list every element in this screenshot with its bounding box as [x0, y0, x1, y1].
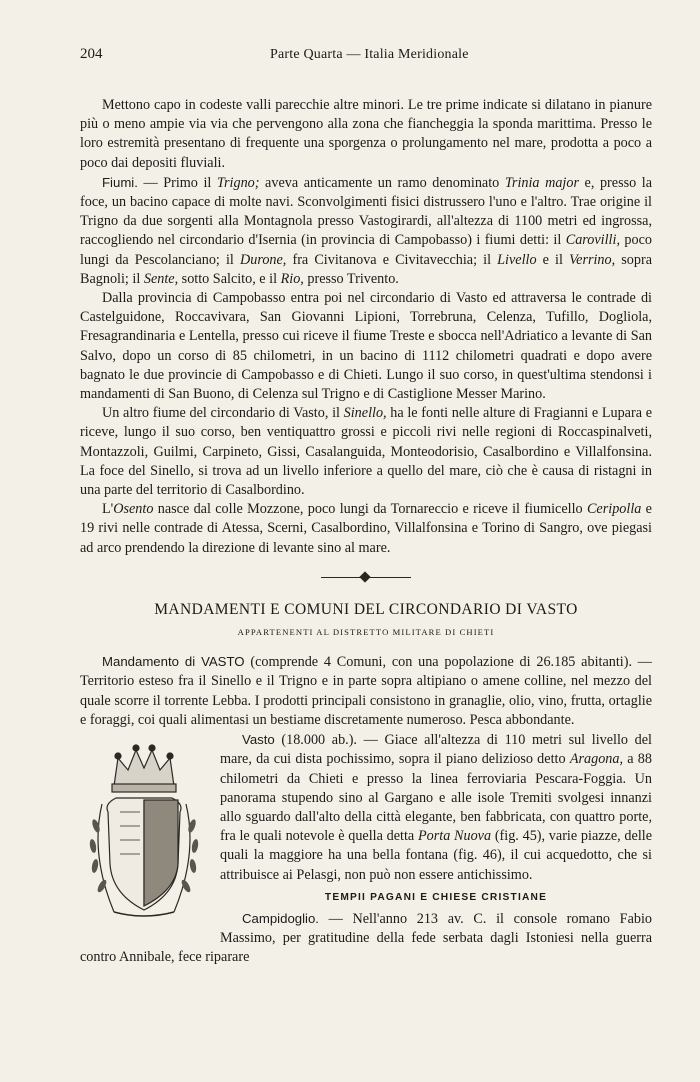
page-header	[80, 46, 652, 66]
section-title: MANDAMENTI E COMUNI DEL CIRCONDARIO DI VASTO	[154, 600, 578, 618]
paragraph-trigno-course: Dalla provincia di Campobasso entra poi nel circondario di Vasto ed attraversa le contrade di Castelguidone, Roccavivara, San Giovanni Lipioni, Torrebruna, Celenza, Tufillo, Dogliola, Fresagrandinaria e Lentella, presso cui riceve il fiume Treste e sbocca nell'Adriatico a levante di San Salvo, dopo un corso di 85 chilometri, in un bacino di 1112 chilometri quadrati e dopo avere bagnato le due provincie di Campobasso e di Chieti. Lungo il suo corso, in quest'ultima stendonsi i mandamenti di San Buono, di Celenza sul Trigno e di Castiglione Messer Marino.	[80, 290, 652, 403]
lead-fiumi: Fiumi.	[102, 174, 138, 190]
page-number: 204	[80, 46, 103, 62]
lead-campidoglio: Campidoglio.	[242, 910, 319, 926]
subheading-temples: TEMPII PAGANI E CHIESE CRISTIANE	[324, 891, 548, 903]
running-title: Parte Quarta — Italia Meridionale	[270, 47, 469, 62]
lead-vasto: Vasto	[242, 732, 275, 748]
paragraph-vasto: Vasto (18.000 ab.). — Giace all'altezza di 110 metri sul livello del mare, da cui dista pochissimo, sopra il piano delizioso detto Aragona, a 88 chilometri da Chieti e presso la linea ferroviaria Pescara-Foggia. Un panorama stupendo sino al Gargano e alle isole Tremiti svolgesi innanzi allo sguardo dall'alto della città elegante, ben fabbricata, con quattro porte, fra le quali notevole è quella detta Porta Nuova (fig. 45), varie piazze, delle quali la maggiore ha una bella fontana (fig. 46), il cui acquedotto, che si attribuisce ai Pelasgi, non può non essere antichissimo.	[220, 732, 652, 883]
vasto-coat-of-arms-image	[80, 734, 208, 932]
paragraph-campidoglio: Campidoglio. — Nell'anno 213 av. C. il console romano Fabio Massimo, per gratitudine della fede serbata dagli Istoniesi nella guerra contro Annibale, fece riparare	[80, 910, 652, 966]
lead-mandamento: Mandamento di VASTO	[102, 654, 245, 670]
coat-of-arms-illustration	[80, 734, 208, 924]
paragraph-valleys: Mettono capo in codeste valli parecchie altre minori. Le tre prime indicate si dilatano in pianure più o meno ampie via via che pervengono alla zona che fiancheggia la sponda marittima. Presso le loro estremità presentano di frequente una sporgenza o prolungamento nel mare, prodotta a poco a poco dai depositi fluviali.	[80, 97, 652, 171]
ornamental-divider	[321, 572, 411, 582]
text-body	[80, 96, 652, 968]
paragraph-osento: L'Osento nasce dal colle Mozzone, poco lungi da Tornareccio e riceve il fiumicello Ceripolla e 19 rivi nelle contrade di Atessa, Scerni, Casalbordino, Villalfonsina e Torino di Sangro, ove piegasi ad arco prendendo la direzione di levante sino al mare.	[80, 501, 652, 556]
paragraph-fiumi: Fiumi. — Primo il Trigno; aveva anticamente un ramo denominato Trinia major e, presso la foce, un bacino capace di molte navi. Sconvolgimenti fisici distrussero l'uno e l'altro. Trae origine il Trigno da due sorgenti alla Montagnola presso Vastogirardi, all'altezza di 1100 metri ed ingrossa, raccogliendo nel circondario d'Isernia (in provincia di Campobasso) i fiumi detti: il Carovilli, poco lungi da Pescolanciano; il Durone, fra Civitanova e Civitavecchia; il Livello e il Verrino, sopra Bagnoli; il Sente, sotto Salcito, e il Rio, presso Trivento.	[80, 174, 653, 287]
paragraph-mandamento: Mandamento di VASTO (comprende 4 Comuni, con una popolazione di 26.185 abitanti). — Territorio esteso fra il Sinello e il Trigno e in parte sopra altipiano o amene colline, nel mezzo del quale scorre il torrente Lebba. I prodotti principali consistono in granaglie, olio, vino, frutta, ortaglie e foraggi, coi quali alimentasi un bestiame discretamente numeroso. Pesca abbondante.	[80, 654, 652, 728]
paragraph-sinello: Un altro fiume del circondario di Vasto, il Sinello, ha le fonti nelle alture di Fragianni e Lupara e riceve, lungo il suo corso, ben ventiquattro grossi e piccoli rivi nelle regioni di Roccaspinalveti, Montazzoli, Guilmi, Carpineto, Gissi, Casalanguida, Monteodorisio, Casalbordino e Villalfonsina. La foce del Sinello, si trova ad un livello inferiore a quello del mare, ciò che è causa di ristagni in una parte del territorio di Casalbordino.	[80, 405, 652, 499]
section-subtitle: APPARTENENTI AL DISTRETTO MILITARE DI CHIETI	[237, 627, 495, 638]
